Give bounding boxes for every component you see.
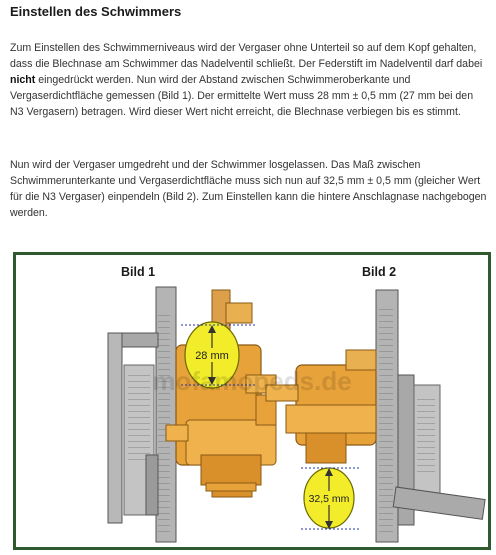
paragraph1-bold-word: nicht	[10, 74, 36, 86]
bild2-label: Bild 2	[362, 265, 397, 279]
paragraph1-text-end: eingedrückt werden. Nun wird der Abstand zwischen Schwimmeroberkante und Vergaserdichtfläche gemessen (Bild 1). Der ermittelte Wert muss 28 mm ± 0,5 mm (27 mm bei den N3 Vergasern) betragen. Wird dieser Wert nicht erreicht, die Blechnase verbiegen bis es stimmt.	[10, 74, 474, 118]
paragraph-float-level	[10, 40, 488, 120]
measurement-32-5mm: 32,5 mm	[308, 493, 350, 505]
caliper-1	[108, 287, 176, 542]
page-title: Einstellen des Schwimmers	[10, 4, 182, 19]
carburetor-float-figure	[13, 252, 491, 550]
paragraph-float-release: Nun wird der Vergaser umgedreht und der Schwimmer losgelassen. Das Maß zwischen Schwimmerunterkante und Vergaserdichtfläche muss sich nun auf 32,5 mm ± 0,5 mm (gleicher Wert für die N3 Vergaser) einpendeln (Bild 2). Zum Einstellen kann die hintere Anschlagnase nachgebogen werden.	[10, 159, 487, 219]
float-2	[301, 468, 361, 529]
paragraph1-text-start: Zum Einstellen des Schwimmerniveaus wird der Vergaser ohne Unterteil so auf dem Kopf gehalten, dass die Blechnase am Schwimmer das Nadelventil schließt. Der Federstift im Nadelventil darf dabei	[10, 42, 483, 70]
bild1-label: Bild 1	[121, 265, 156, 279]
watermark: mofamopeds.de	[152, 366, 352, 396]
float-measurement-illustration	[16, 255, 488, 547]
caliper-2	[376, 290, 485, 542]
measurement-28mm: 28 mm	[195, 350, 229, 362]
